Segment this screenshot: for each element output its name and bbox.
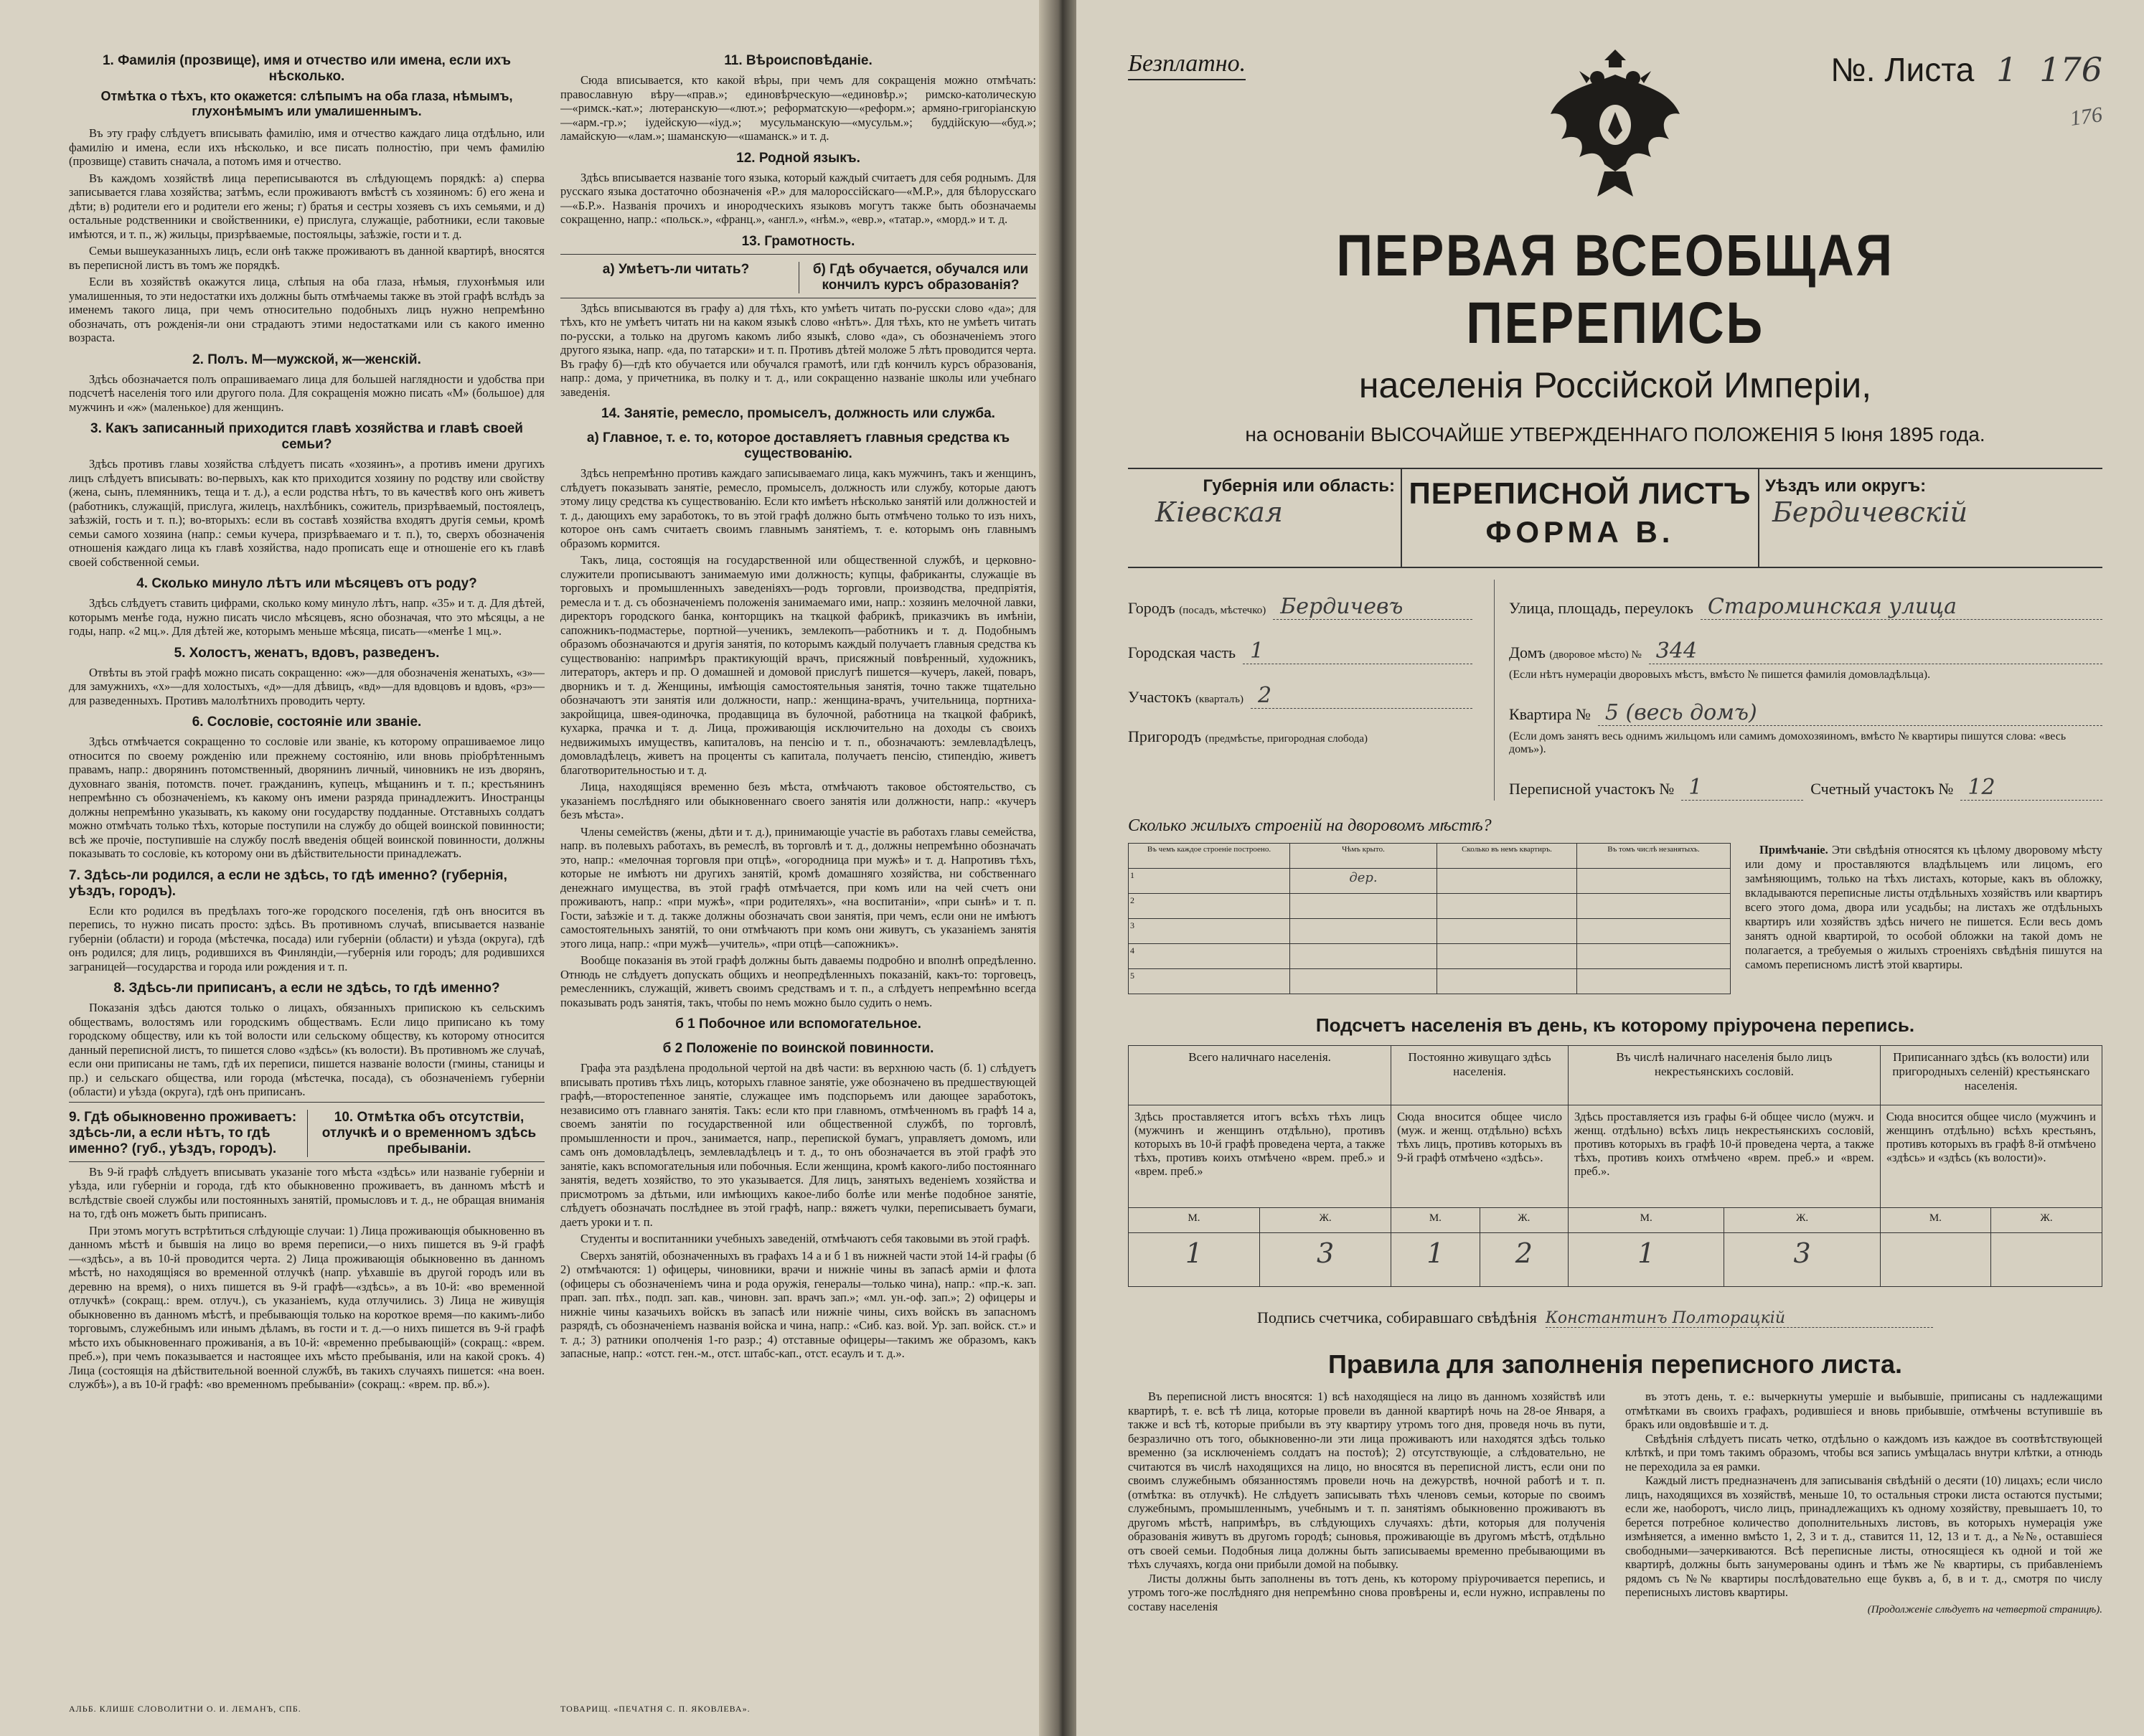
guberniya-cell	[1128, 469, 1401, 567]
section-13-title: 13. Грамотность.	[741, 233, 855, 249]
section-1-paragraph: Семьи вышеуказанныхъ лицъ, если онѣ также проживаютъ въ данной квартирѣ, вносятся въ переписной листъ въ томъ же порядкѣ.	[69, 244, 545, 272]
row-number: 2	[1129, 894, 1290, 919]
prigorod-label-hint: (предмѣстье, пригородная слобода)	[1205, 733, 1368, 745]
prigorod-label	[1128, 727, 1368, 746]
table-row	[1129, 969, 1731, 994]
section-13a-title: а) Умѣетъ-ли читать?	[602, 261, 750, 277]
count-value	[1991, 1233, 2102, 1287]
count-col-description: Здѣсь проставляется итогъ всѣхъ тѣхъ лицъ (мужчинъ и женщинъ отдѣльно), противъ которыхъ въ 10-й графѣ проведена черта, а также тѣхъ, противъ коихъ отмѣчено «врем. преб.» и «врем. преб.»	[1129, 1105, 1391, 1208]
section-14b-paragraph: Сверхъ занятій, обозначенныхъ въ графахъ 14 а и б 1 въ нижней части этой 14-й графы (б 2) отмѣчаются: 1) офицеры, чиновники, врачи и нижніе чины въ запасѣ арміи и флота (офицеры съ обозначеніемъ чина и рода оружія, генералы—только чина), напр.: «пр.-к. зап. прап. зап. пѣх., подп. зап. кав., чиновн. зап. врачъ зап.»; «мл. ун.-оф. зап.»; 2) офицеры и нижніе чины казачьихъ войскъ въ запасѣ или нижніе чины, сихъ войскъ въ запасномъ разрядѣ, съ обозначеніемъ названія войска и чина, напр.: «Сиб. каз. вой. Ур. зап. войск. ст.» и т. д.; 3) ратники ополченія 1-го разр.; 4) отставные офицеры—такимъ же образомъ, какъ запасные, напр.: «отст. ген.-м., отст. штабс-кап., отст. есаулъ и т. д.».	[560, 1248, 1036, 1360]
signature-line	[1128, 1308, 2102, 1328]
count-desc-row	[1129, 1105, 2102, 1208]
section-9-paragraph: Въ 9-й графѣ слѣдуетъ вписывать указаніе того мѣста «здѣсь» или названіе губерніи и уѣзда, или губерніи и города, гдѣ кто обыкновенно проживаетъ, въ данномъ мѣстѣ и вслѣдствіе своей службы или постоянныхъ занятій, промысловъ и т. д., не обращая вниманія на то, гдѣ онъ можетъ быть приписанъ.	[69, 1164, 545, 1220]
section-4-title: 4. Сколько минуло лѣтъ или мѣсяцевъ отъ роду?	[136, 576, 477, 591]
male-label: М.	[1391, 1208, 1480, 1233]
row-number: 1	[1129, 869, 1290, 894]
buildings-col-header: Въ томъ числѣ незанятыхъ.	[1577, 844, 1731, 869]
form-title: ПЕРЕПИСНОЙ ЛИСТЪ	[1409, 476, 1752, 510]
buildings-table	[1128, 843, 1731, 994]
printer-imprint: АЛЬБ. КЛИШЕ СЛОВОЛИТНИ О. И. ЛЕМАНЪ, СПБ.	[69, 1704, 301, 1714]
uezd-cell	[1759, 469, 2102, 567]
section-14-paragraph: Вообще показанія въ этой графѣ должны быть даваемы подробно и вполнѣ опредѣленно. Отнюдь не слѣдуетъ допускать общихъ и неопредѣленныхъ показаній, какъ-то: торговецъ, ремесленникъ, служащій, живетъ своимъ средствамъ и т. п., а слѣдуетъ непремѣнно всегда показывать родъ занятія, такъ, чтобы по немъ можно было судить о немъ.	[560, 953, 1036, 1009]
section-13-paragraph: Здѣсь вписываются въ графу а) для тѣхъ, кто умѣетъ читать по-русски слово «да»; для тѣхъ, кто не умѣетъ читать ни на каком языкѣ слово «нѣтъ». Для тѣхъ, кто не умѣетъ читать по-русски, а только на другомъ какомъ либо языкѣ, слово «да», съ обозначеніемъ этого другого языка, напр. «да, по татарски» и т. п. Противъ дѣтей моложе 5 лѣтъ проводится черта. Въ графу б)—гдѣ кто обучается или обучался грамотѣ, или гдѣ кончилъ курсъ образованія, напр.: дома, у причетника, въ полку и т. д., или сокращенно названіе школы или учебнаго заведенія.	[560, 301, 1036, 399]
apartment-hint: (Если домъ занятъ весь однимъ жильцомъ или самимъ домохозяиномъ, вмѣсто № квартиры пишутся слова: «весь домъ»).	[1509, 730, 2067, 755]
house-hint: (Если нѣтъ нумераціи дворовыхъ мѣстъ, вмѣсто № пишется фамилія домовладѣльца).	[1509, 669, 1931, 681]
uchastok-label-hint: (кварталъ)	[1195, 694, 1243, 705]
count-col-description: Сюда вносится общее число (муж. и женщ. отдѣльно) всѣхъ тѣхъ лицъ, противъ которыхъ въ 9-й графѣ отмѣчено «здѣсь».	[1391, 1105, 1569, 1208]
form-header-box	[1128, 468, 2102, 568]
counting-district-label: Счетный участокъ №	[1810, 780, 1954, 798]
section-5-title: 5. Холостъ, женатъ, вдовъ, разведенъ.	[174, 645, 440, 661]
count-value: 1	[1391, 1233, 1480, 1287]
table-cell	[1290, 969, 1437, 994]
table-cell	[1577, 919, 1731, 944]
section-1-paragraph: Въ эту графу слѣдуетъ вписывать фамилію, имя и отчество каждаго лица отдѣльно, или фамилію и имена, если ихъ нѣсколько, и все писать полностію, при чемъ фамилію (прозвище) ставить сначала, а потомъ имя и отчество.	[69, 126, 545, 168]
double-headed-eagle-emblem	[1547, 46, 1683, 204]
section-9-paragraph: При этомъ могутъ встрѣтиться слѣдующіе случаи: 1) Лица проживающія обыкновенно въ данномъ мѣстѣ и бывшія на лицо во время переписи,—о нихъ пишется въ 9-й графѣ—«здѣсь», а въ 10-й проводится черта. 2) Лица проживающія обыкновенно въ данномъ мѣстѣ, но находящіяся во временной отлучкѣ (напр. уѣхавшіе въ другой городъ или въ деревню на время), о нихъ пишется въ 9-й графѣ—«здѣсь», а въ 10-й: «во временной отлучкѣ» (сокращ.: врем. отлуч.), съ указаніемъ, куда отлучились. 3) Лица не живущія обыкновенно въ данномъ мѣстѣ, и пребывающія только на короткое время—по какимъ-либо торговымъ, служебнымъ или инымъ дѣламъ, въ гости и т. д.—о нихъ пишется въ 9-й графѣ мѣсто ихъ обыкновеннаго проживанія, а въ 10-й: «временно пребывающій» (сокращ.: «врем. преб.»), при чемъ показывается и настоящее ихъ мѣсто пребыванія, или на какой срокъ. 4) Лица (состоящія на дѣйствительной военной службѣ, въ такихъ случаяхъ пишется: «на воен. службѣ»), а въ 10-й графѣ: «во временномъ пребываніи» (сокращ.: «врем. пр. вб.»).	[69, 1223, 545, 1391]
table-cell	[1290, 919, 1437, 944]
section-3-paragraph: Здѣсь противъ главы хозяйства слѣдуетъ писать «хозяинъ», а противъ имени другихъ лицъ слѣдуетъ вписывать: во-первыхъ, как кто приходится хозяину по родству или свойству (жена, сынъ, племянникъ, теща и т. д.), а если родства нѣтъ, то въ качествѣ кого онъ живетъ (работникъ, служащій, прислуга, жилецъ, нахлѣбникъ, сожитель, призрѣваемый, постоялецъ, заѣзжій, гость и т. п.); во-вторыхъ: если въ составѣ хозяйства входятъ другія семьи, кромѣ семьи самого хозяина (напр.: семьи кучера, призрѣваемаго и т. п.), то, сверхъ обозначенія отношенія каждаго лица къ главѣ хозяйства, надо прописать еще и отношеніе его къ главѣ своей собственной семьи.	[69, 457, 545, 569]
section-6-title: 6. Сословіе, состояніе или званіе.	[192, 714, 422, 730]
female-label: Ж.	[1260, 1208, 1391, 1233]
count-col-description: Здѣсь проставляется изъ графы 6-й общее число (мужч. и женщ. отдѣльно) всѣхъ лицъ некрестьянскихъ сословій, противъ которыхъ въ графѣ 10-й проведена черта, а также тѣхъ, противъ коихъ отмѣчено «врем. преб.» и «врем. преб.».	[1569, 1105, 1881, 1208]
apartment-value: 5 (весь домъ)	[1598, 700, 2102, 726]
count-value: 3	[1724, 1233, 1880, 1287]
table-cell	[1577, 944, 1731, 969]
house-label	[1509, 643, 1642, 662]
section-10-title: 10. Отмѣтка объ отсутствіи, отлучкѣ и о временномъ здѣсь пребываніи.	[307, 1110, 545, 1157]
house-label-text: Домъ	[1509, 643, 1546, 661]
section-14b2-title: б 2 Положеніе по воинской повинности.	[662, 1041, 934, 1056]
section-3-title: 3. Какъ записанный приходится главѣ хозяйства и главѣ своей семьи?	[90, 421, 523, 452]
male-label: М.	[1129, 1208, 1260, 1233]
district-fields	[1509, 775, 2102, 801]
section-8-paragraph: Показанія здѣсь даются только о лицахъ, обязанныхъ припискою къ сельскимъ обществамъ, волостямъ или городскимъ обществамъ. Если лицо приписано къ тому городскому обществу, или къ той волости или сельскому обществу, къ которому относится данный переписной листъ, то пишется слово «здѣсь» (къ волости). Въ противномъ же случаѣ, если они приписаны не тамъ, гдѣ их переписи, пишется названіе волости (гмины, станицы и пр.) и сельскаго общества, или города (мѣстечка, посада), съ обозначеніемъ губерніи (области) и уѣзда (округа), гдѣ онъ приписанъ.	[69, 1001, 545, 1098]
form-title-cell	[1401, 469, 1759, 567]
city-label-hint: (посадъ, мѣстечко)	[1179, 605, 1266, 616]
census-district-label: Переписной участокъ №	[1509, 780, 1675, 798]
table-cell	[1290, 894, 1437, 919]
section-14-title: 14. Занятіе, ремесло, промыселъ, должность или служба.	[601, 406, 995, 421]
count-col-header: Приписаннаго здѣсь (къ волости) или пригородныхъ селеній) крестьянскаго населенія.	[1880, 1046, 2102, 1105]
rules-paragraph: Листы должны быть заполнены въ тотъ день, къ которому пріурочивается перепись, и утромъ того-же послѣдняго дня непремѣнно снова провѣрены и, если нужно, исправлены по составу населенія	[1128, 1571, 1605, 1613]
count-col-description: Сюда вносится общее число (мужчинъ и женщинъ отдѣльно) всѣхъ крестьянъ, противъ которыхъ въ графѣ 8-й отмѣчено «здѣсь» и «здѣсь (къ волости)».	[1880, 1105, 2102, 1208]
table-cell	[1437, 894, 1577, 919]
table-cell	[1577, 894, 1731, 919]
sheet-number	[1830, 50, 2102, 89]
rules-column-1	[1128, 1390, 1605, 1616]
rules-paragraph: Въ переписной листъ вносятся: 1) всѣ находящіеся на лицо въ данномъ хозяйствѣ или квартирѣ, т. е. всѣ тѣ лица, которые провели въ данной квартирѣ ночь на 28-ое Января, а также и всѣ тѣ, которые прибыли въ эту квартиру утромъ того дня, проведя ночь въ пути, безразлично отъ того, обыкновенно-ли эти лица проживаютъ или находятся здѣсь только временно (за исключеніемъ солдатъ на постоѣ); 2) отсутствующіе, а слѣдовательно, не считаются въ числѣ находящихся на лицо, но вносятся въ переписной листъ, если они по своимъ служебнымъ обязанностямъ провели ночь на дежурствѣ, ночной работѣ и т. п. (отмѣтка: въ отлучкѣ). Не слѣдуетъ записывать тѣхъ членовъ семьи, которые по своимъ служебнымъ, промышленнымъ, учебнымъ и т. п. занятіямъ обыкновенно проживаютъ въ другомъ мѣстѣ, напримѣръ, въ слѣдующихъ случаяхъ: дѣти, которыя для полученія образованія живутъ въ другомъ городѣ; сыновья, проживающіе въ другомъ мѣстѣ, отдѣльно отъ своей семьи. Подобныя лица должны быть записываемы временно пребывающими въ тѣхъ случаяхъ, когда они прибыли домой на побывку.	[1128, 1390, 1605, 1571]
header-bar	[1128, 50, 2105, 201]
count-value: 2	[1480, 1233, 1568, 1287]
street-field	[1509, 594, 2102, 620]
row-number: 3	[1129, 919, 1290, 944]
row-number: 4	[1129, 944, 1290, 969]
section-4-paragraph: Здѣсь слѣдуетъ ставить цифрами, сколько кому минуло лѣтъ, напр. «35» и т. д. Для дѣтей, которымъ менѣе года, нужно писать число мѣсяцевъ, ясно обозначая, что это мѣсяцы, а не годы, напр. «2 мц.». Для дѣтей же, которымъ меньше мѣсяца, писать—«менѣе 1 мц.».	[69, 596, 545, 638]
male-label: М.	[1880, 1208, 1990, 1233]
table-cell	[1437, 969, 1577, 994]
uchastok-value: 2	[1251, 683, 1472, 709]
table-cell	[1437, 919, 1577, 944]
section-14b1-title: б 1 Побочное или вспомогательное.	[675, 1016, 921, 1032]
count-sex-row	[1129, 1208, 2102, 1233]
house-value: 344	[1649, 638, 2102, 664]
book-gutter	[1039, 0, 1082, 1736]
buildings-table-header	[1129, 844, 1731, 869]
female-label: Ж.	[1724, 1208, 1880, 1233]
table-row	[1129, 919, 1731, 944]
buildings-section	[1128, 843, 2102, 994]
buildings-col-header: Сколько въ немъ квартиръ.	[1437, 844, 1577, 869]
rules-body	[1128, 1390, 2102, 1616]
rules-paragraph: Каждый листъ предназначенъ для записыванія свѣдѣній о десяти (10) лицахъ; если число лицъ, находящихся въ хозяйствѣ, меньше 10, то остальныя строки листа остаются пустыми; если же, наоборотъ, число лицъ, принадлежащихъ къ одному хозяйству, превышаетъ 10, то берется потребное количество дополнительныхъ листовъ, въ которыхъ нумерація уже измѣняется, а именно вмѣсто 1, 2, 3 и т. д., ставится 11, 12, 13 и т. д., а №№, оставшіеся свободными—зачеркиваются. Всѣ переписные листы, относящіеся къ одной и той же квартирѣ, должны быть занумерованы одинъ и тѣмъ же № квартиры, съ прибавленіемъ рядомъ съ №№ квартиры послѣдовательно еще буквъ а, б, в и т. д., смотря по числу переписныхъ листовъ квартиры.	[1625, 1473, 2102, 1599]
address-section	[1128, 580, 2102, 801]
population-count-title: Подсчетъ населенія въ день, къ которому пріурочена перепись.	[1315, 1014, 1915, 1036]
guberniya-value: Кіевская	[1155, 496, 1283, 528]
address-right	[1494, 580, 2102, 801]
census-title: ПЕРВАЯ ВСЕОБЩАЯ ПЕРЕПИСЬ	[1336, 223, 1894, 356]
count-header-row	[1129, 1046, 2102, 1105]
counting-district-value: 12	[1960, 775, 2102, 801]
table-cell	[1577, 969, 1731, 994]
right-page	[1076, 0, 2144, 1736]
buildings-question: Сколько жилыхъ строеній на дворовомъ мѣстѣ?	[1128, 816, 1492, 835]
city-field	[1128, 594, 1472, 620]
table-cell	[1290, 944, 1437, 969]
table-row	[1129, 944, 1731, 969]
table-cell	[1437, 869, 1577, 894]
prigorod-label-text: Пригородъ	[1128, 727, 1202, 745]
section-2-title: 2. Полъ. М—мужской, ж—женскій.	[192, 352, 421, 367]
archive-page-number: 176	[2068, 103, 2105, 131]
continuation-note: (Продолженіе слѣдуетъ на четвертой страницѣ).	[1867, 1603, 2102, 1615]
apartment-field	[1509, 700, 2102, 726]
count-value: 1	[1569, 1233, 1724, 1287]
city-part-label: Городская часть	[1128, 643, 1236, 661]
section-14-paragraph: Такъ, лица, состоящія на государственной или общественной службѣ, и церковно-служители прописываютъ занимаемую ими должность; купцы, фабриканты, служащіе въ торговыхъ и промышленныхъ заведеніяхъ—родъ торговли, производства, предпріятія, ремесла и т. д. съ обозначеніемъ положенія занимаемаго ими, напр.: хозяинъ мелочной лавки, директоръ городского банка, конторщикъ на ткацкой фабрикѣ, приказчикъ въ имѣніи, сапожникъ-подмастерье, портной—ученикъ, землекопъ—работникъ и т. д. Подобнымъ образомъ обозначаются и другія занятія, по которымъ каждый получаетъ главныя средства къ существованію: напримѣръ практикующій врачъ, присяжный повѣренный, художникъ, литераторъ, актеръ и пр. О домашней и домовой прислугѣ пишется—кучеръ, лакей, поваръ, дворникъ и т. д. Женщины, имѣющія самостоятельныя занятія, точно также тщательно обозначаютъ эти занятія или должности, напр.: женщина-врачъ, учительница, портниха-закройщица, швея-одиночка, продавщица въ булочной, работница на ткацкой фабрикѣ, кухарка, прачка и т. д. Лица, проживающія исключительно на доходы съ своихъ недвижимыхъ имуществъ, капиталовъ, на пенсію и т. п., обозначаютъ: землевладѣлецъ, домовладѣлецъ, живетъ на проценты съ капитала, получаетъ пенсію, стипендію, живетъ благотворительностью и т. д.	[560, 553, 1036, 777]
section-2-paragraph: Здѣсь обозначается полъ опрашиваемаго лица для большей наглядности и удобства при подсчетѣ населенія того или другого пола. Для сокращенія можно писать «М» (большое) для мужчинъ и «ж» (маленькое) для женщинъ.	[69, 372, 545, 414]
sheet-number-handwritten: 1	[1996, 50, 2018, 89]
rules-paragraph: Свѣдѣнія слѣдуетъ писать четко, отдѣльно о каждомъ изъ каждое въ соотвѣтствующей клѣткѣ, и при томъ такимъ образомъ, чтобы вся запись умѣщалась внутри клѣтки, а отнюдь не переходила за ея рамки.	[1625, 1431, 2102, 1473]
section-7-title: 7. Здѣсь-ли родился, а если не здѣсь, то гдѣ именно? (губернія, уѣздъ, городъ).	[69, 867, 507, 899]
count-values-row	[1129, 1233, 2102, 1287]
section-9-10-header	[69, 1102, 545, 1162]
city-value: Бердичевъ	[1273, 594, 1472, 620]
population-count-table	[1128, 1045, 2102, 1287]
section-1-paragraph: Въ каждомъ хозяйствѣ лица переписываются въ слѣдующемъ порядкѣ: а) сперва записывается глава хозяйства; затѣмъ, если проживаютъ вмѣстѣ съ хозяиномъ: б) его жена и дѣти; в) родители его и родители его жены; г) братья и сестры хозяевъ съ ихъ семьями, и д) остальные родственники и свойственники, е) прислуга, служащіе, работники, если таковые имѣются, и т. п., ж) жильцы, призрѣваемые, постояльцы, заѣзжіе, гости и т. д.	[69, 171, 545, 241]
free-label: Безплатно.	[1128, 50, 1246, 80]
section-14-paragraph: Здѣсь непремѣнно противъ каждаго записываемаго лица, какъ мужчинъ, такъ и женщинъ, слѣдуетъ показывать занятіе, ремесло, промыселъ, должность или службу, которые даютъ этому лицу средства къ существованію. Если кто имѣетъ нѣсколько занятій или должностей и т. д., дающихъ ему заработокъ, то въ этой графѣ должно быть отмѣчено только то изъ нихъ, которое онъ самъ считаетъ своимъ главнымъ занятіемъ, т. е. которымъ онъ главнымъ образомъ кормится.	[560, 466, 1036, 550]
note-text: Эти свѣдѣнія относятся къ цѣлому дворовому мѣсту или дому и проставляются владѣльцемъ или лицомъ, его замѣняющимъ, только на тѣхъ листахъ, которые, какъ въ обложку, вкладываются переписные листы отдѣльныхъ хозяйствъ или квартиръ всего этого дома, двора или усадьбы; на листахъ же отдѣльныхъ квартиръ или хозяйствъ здѣсь ничего не пишется. Если весь домъ занятъ одной квартирой, то особой обложки на такой домъ не полагается, а требуемыя о жилыхъ строеніяхъ свѣдѣнія пишутся на самомъ переписномъ листѣ этой квартиры.	[1745, 843, 2102, 971]
count-value	[1880, 1233, 1990, 1287]
house-label-hint: (дворовое мѣсто) №	[1549, 649, 1642, 661]
table-cell	[1437, 944, 1577, 969]
sheet-number-handwritten-2: 176	[2039, 50, 2102, 89]
rules-title: Правила для заполненія переписного листа.	[1327, 1349, 1903, 1379]
row-number: 5	[1129, 969, 1290, 994]
street-label: Улица, площадь, переулокъ	[1509, 599, 1693, 617]
table-row	[1129, 869, 1731, 894]
section-1-title: 1. Фамилія (прозвище), имя и отчество или имена, если ихъ нѣсколько.	[102, 53, 512, 84]
city-part-field	[1128, 638, 1472, 664]
census-district-value: 1	[1681, 775, 1803, 801]
uchastok-field	[1128, 683, 1472, 709]
census-subtitle: населенія Россійской Имперіи,	[1358, 365, 1872, 405]
section-5-paragraph: Отвѣты въ этой графѣ можно писать сокращенно: «ж»—для обозначенія женатыхъ, «з»—для замужнихъ, «х»—для холостыхъ, «д»—для дѣвицъ, «вд»—для вдовцовъ и вдовъ, «рз»—для разведенныхъ. Противъ малолѣтнихъ проводить черту.	[69, 665, 545, 707]
section-14b-paragraph: Графа эта раздѣлена продольной чертой на двѣ части: въ верхнюю часть (б. 1) слѣдуетъ вписывать противъ тѣхъ лицъ, которыхъ главное занятіе, уже обозначено въ предшествующей графѣ,—второстепенное занятіе, служащее имъ подспорьемъ или дающее заработокъ, независимо отъ главнаго занятія. Такъ: если кто при главномъ, отмѣченномъ въ графѣ 14 а, своемъ занятіи по государственной или общественной службѣ, по торговлѣ, промышленности и проч., занимается, напр., перепиской бумагъ, управляетъ домомъ, или самъ онъ домовладѣлецъ, землевладѣлецъ и т. д., то онъ обозначается въ этой графѣ это занятіе, какъ вспомогательныя или побочныя. Если женщина, кромѣ какого-либо постояннаго занятія, ведетъ хозяйство, то это указывается. Для лицъ, занятыхъ веденіемъ хозяйства и присмотромъ за дѣтьми, или имѣющихъ какое-либо болѣе или менѣе подобное занятіе, слѣдуетъ обозначать послѣднее въ этой графѣ, напр.: вяжетъ чулки, переписываетъ бумаги, даетъ уроки и т. п.	[560, 1061, 1036, 1229]
section-1-note: Отмѣтка о тѣхъ, кто окажется: слѣпымъ на оба глаза, нѣмымъ, глухонѣмымъ или умалишеннымъ.	[100, 89, 513, 118]
street-value: Староминская улица	[1701, 594, 2102, 620]
form-type: ФОРМА В.	[1485, 515, 1675, 549]
section-8-title: 8. Здѣсь-ли приписанъ, а если не здѣсь, то гдѣ именно?	[113, 981, 500, 996]
city-label	[1128, 599, 1266, 618]
apartment-label: Квартира №	[1509, 705, 1591, 723]
section-13-subheaders	[560, 254, 1036, 298]
female-label: Ж.	[1480, 1208, 1568, 1233]
table-row	[1129, 894, 1731, 919]
signature-value: Константинъ Полторацкій	[1546, 1309, 1933, 1328]
count-value: 3	[1260, 1233, 1391, 1287]
address-left	[1128, 580, 1472, 801]
count-col-header: Всего наличнаго населенія.	[1129, 1046, 1391, 1105]
section-12-paragraph: Здѣсь вписывается названіе того языка, который каждый считаетъ для себя роднымъ. Для русскаго языка достаточно обозначенія «Р.» для малороссійскаго—«М.Р.», для бѣлорусскаго—«Б.Р.». Названія прочихъ и инородческихъ языковъ могутъ также быть обозначаемы сокращенно, напр.: «польск.», «франц.», «англ.», «нѣм.», «евр.», «татар.», «морд.» и т. д.	[560, 170, 1036, 226]
count-col-header: Въ числѣ наличнаго населенія было лицъ некрестьянскихъ сословій.	[1569, 1046, 1881, 1105]
guberniya-label: Губернія или область:	[1203, 476, 1395, 496]
section-11-title: 11. Вѣроисповѣданіе.	[724, 53, 873, 68]
buildings-col-header: Чѣмъ крыто.	[1290, 844, 1437, 869]
rules-paragraph: въ этотъ день, т. е.: вычеркнуты умершіе и выбывшіе, приписаны съ надлежащими отмѣтками въ своихъ графахъ, родившіеся и вновь прибывшіе, отмѣчены вступившіе въ бракъ или овдовѣвшіе и т. д.	[1625, 1390, 2102, 1431]
section-12-title: 12. Родной языкъ.	[736, 150, 860, 166]
section-14a-title: а) Главное, т. е. то, которое доставляетъ главныя средства къ существованію.	[586, 430, 1010, 461]
table-cell	[1577, 869, 1731, 894]
section-6-paragraph: Здѣсь отмѣчается сокращенно то сословіе или званіе, къ которому опрашиваемое лицо относится по своему рожденію или прежнему состоянію, или вновь пріобрѣтеннымъ правамъ, напр.: дворянинъ потомственный, дворянинъ личный, чиновникъ не изъ дворянъ, духовнаго званія, потомств. почет. гражданинъ, купецъ, мѣщанинъ и т. п.; крестьянинъ непремѣнно съ обозначеніемъ, къ какому онъ имени разряда принадлежитъ. Иностранцы должны непремѣнно указывать, къ какому они государству подданные. Отставныхъ солдатъ можно отмѣчать только тѣхъ, которые поступили на службу до общей воинской повинности; всѣ же прочіе, поступившіе на службу послѣ введенія общей воинской повинности, должны показывать то сословіе, къ которому они въ дѣйствительности принадлежатъ.	[69, 735, 545, 860]
section-1-paragraph: Если въ хозяйствѣ окажутся лица, слѣпыя на оба глаза, нѣмыя, глухонѣмыя или умалишенныя, то эти недостатки ихъ должны быть отмѣчаемы также въ этой графѣ вслѣдъ за именемъ такого лица, при чемъ относительно подобныхъ лицъ нужно непремѣнно обозначать, отъ рожденія-ли они страдаютъ этими недостатками или съ какого именно возраста.	[69, 275, 545, 344]
uezd-value: Бердичевскій	[1772, 496, 1968, 528]
house-field	[1509, 638, 2102, 664]
roof-value: дер.	[1290, 869, 1437, 894]
section-9-title: 9. Гдѣ обыкновенно проживаетъ: здѣсь-ли, а если нѣтъ, то гдѣ именно? (губ., уѣздъ, городъ).	[69, 1109, 297, 1156]
uezd-label: Уѣздъ или округъ:	[1765, 476, 1927, 496]
left-page	[0, 0, 1055, 1736]
buildings-col-header: Въ чемъ каждое строеніе построено.	[1129, 844, 1290, 869]
section-14b-paragraph: Студенты и воспитанники учебныхъ заведеній, отмѣчаютъ себя таковыми въ этой графѣ.	[580, 1232, 1030, 1245]
left-column-1	[69, 49, 545, 1714]
left-column-2	[560, 49, 1036, 1714]
section-14-paragraph: Лица, находящіяся временно безъ мѣста, отмѣчаютъ таковое обстоятельство, съ указаніемъ послѣдняго или обыкновеннаго своего занятія или должности, напр.: «кучеръ безъ мѣста».	[560, 780, 1036, 821]
city-label-text: Городъ	[1128, 599, 1175, 617]
count-value: 1	[1129, 1233, 1260, 1287]
census-decree-line: на основаніи ВЫСОЧАЙШЕ УТВЕРЖДЕННАГО ПОЛОЖЕНІЯ 5 Іюня 1895 года.	[1245, 423, 1985, 445]
note-block	[1745, 843, 2102, 994]
female-label: Ж.	[1991, 1208, 2102, 1233]
count-col-header: Постоянно живущаго здѣсь населенія.	[1391, 1046, 1569, 1105]
section-11-paragraph: Сюда вписывается, кто какой вѣры, при чемъ для сокращенія можно отмѣчать: православную вѣру—«прав.»; единовѣрческую—«единовѣр.»; римско-католическую—«римск.-кат.»; лютеранскую—«лют.»; реформатскую—«реформ.»; армяно-григоріанскую—«арм.-гр.»; іудейскую—«іуд.»; мусульманскую—«мусульм.»; буддійскую—«буд.»; ламайскую—«лам.»; шаманскую—«шаманск.» и т. д.	[560, 73, 1036, 143]
section-14-paragraph: Члены семействъ (жены, дѣти и т. д.), принимающіе участіе въ работахъ главы семейства, напр. въ полевыхъ работахъ, въ ремеслѣ, въ торговлѣ и т. д., должны непремѣнно обозначать это, напр.: «мелочная торговля при отцѣ», «огородница при мужѣ» и т. д. Напротивъ тѣхъ, которые не имѣютъ ни другихъ занятій, кромѣ домашняго хозяйства, ни собственнаго денежнаго имущества, въ этой графѣ отмѣчается, при комъ или на чей счетъ они проживаютъ, напр.: «при мужѣ», «при родителяхъ», «на воспитаніи», «при сынѣ» и т. п. Гости, заѣзжіе и т. д. также должны обозначать свои занятія, при чемъ, если они не имѣютъ самостоятельныхъ занятій, то они отмѣчаютъ при комъ они живутъ, съ указаніемъ занятія этого лица, напр.: «при мужѣ—учитель», «при отцѣ—сапожникъ».	[560, 824, 1036, 950]
prigorod-field	[1128, 727, 1472, 746]
printer-imprint: ТОВАРИЩ. «ПЕЧАТНЯ С. П. ЯКОВЛЕВА».	[560, 1704, 751, 1714]
note-label: Примѣчаніе.	[1759, 843, 1828, 857]
signature-label: Подпись счетчика, собиравшаго свѣдѣнія	[1257, 1308, 1537, 1326]
rules-column-2	[1625, 1390, 2102, 1616]
male-label: М.	[1569, 1208, 1724, 1233]
uchastok-label	[1128, 688, 1243, 707]
section-13b-title: б) Гдѣ обучается, обучался или кончилъ курсъ образованія?	[799, 262, 1036, 293]
uchastok-label-text: Участокъ	[1128, 688, 1192, 706]
city-part-value: 1	[1243, 638, 1472, 664]
section-7-paragraph: Если кто родился въ предѣлахъ того-же городского поселенія, гдѣ онъ вносится въ перепись, то нужно писать просто: здѣсь. Въ противномъ случаѣ, вписывается названіе губерніи (области) и города (мѣстечка, посада) или губерніи (области) и уѣзда (округа), гдѣ онъ родился; для лицъ, родившихся въ Финляндіи,—губернія или городъ; для родившихся заграницей—государства и города или рождения и т. п.	[69, 903, 545, 973]
sheet-number-label: №. Листа	[1830, 51, 1975, 88]
